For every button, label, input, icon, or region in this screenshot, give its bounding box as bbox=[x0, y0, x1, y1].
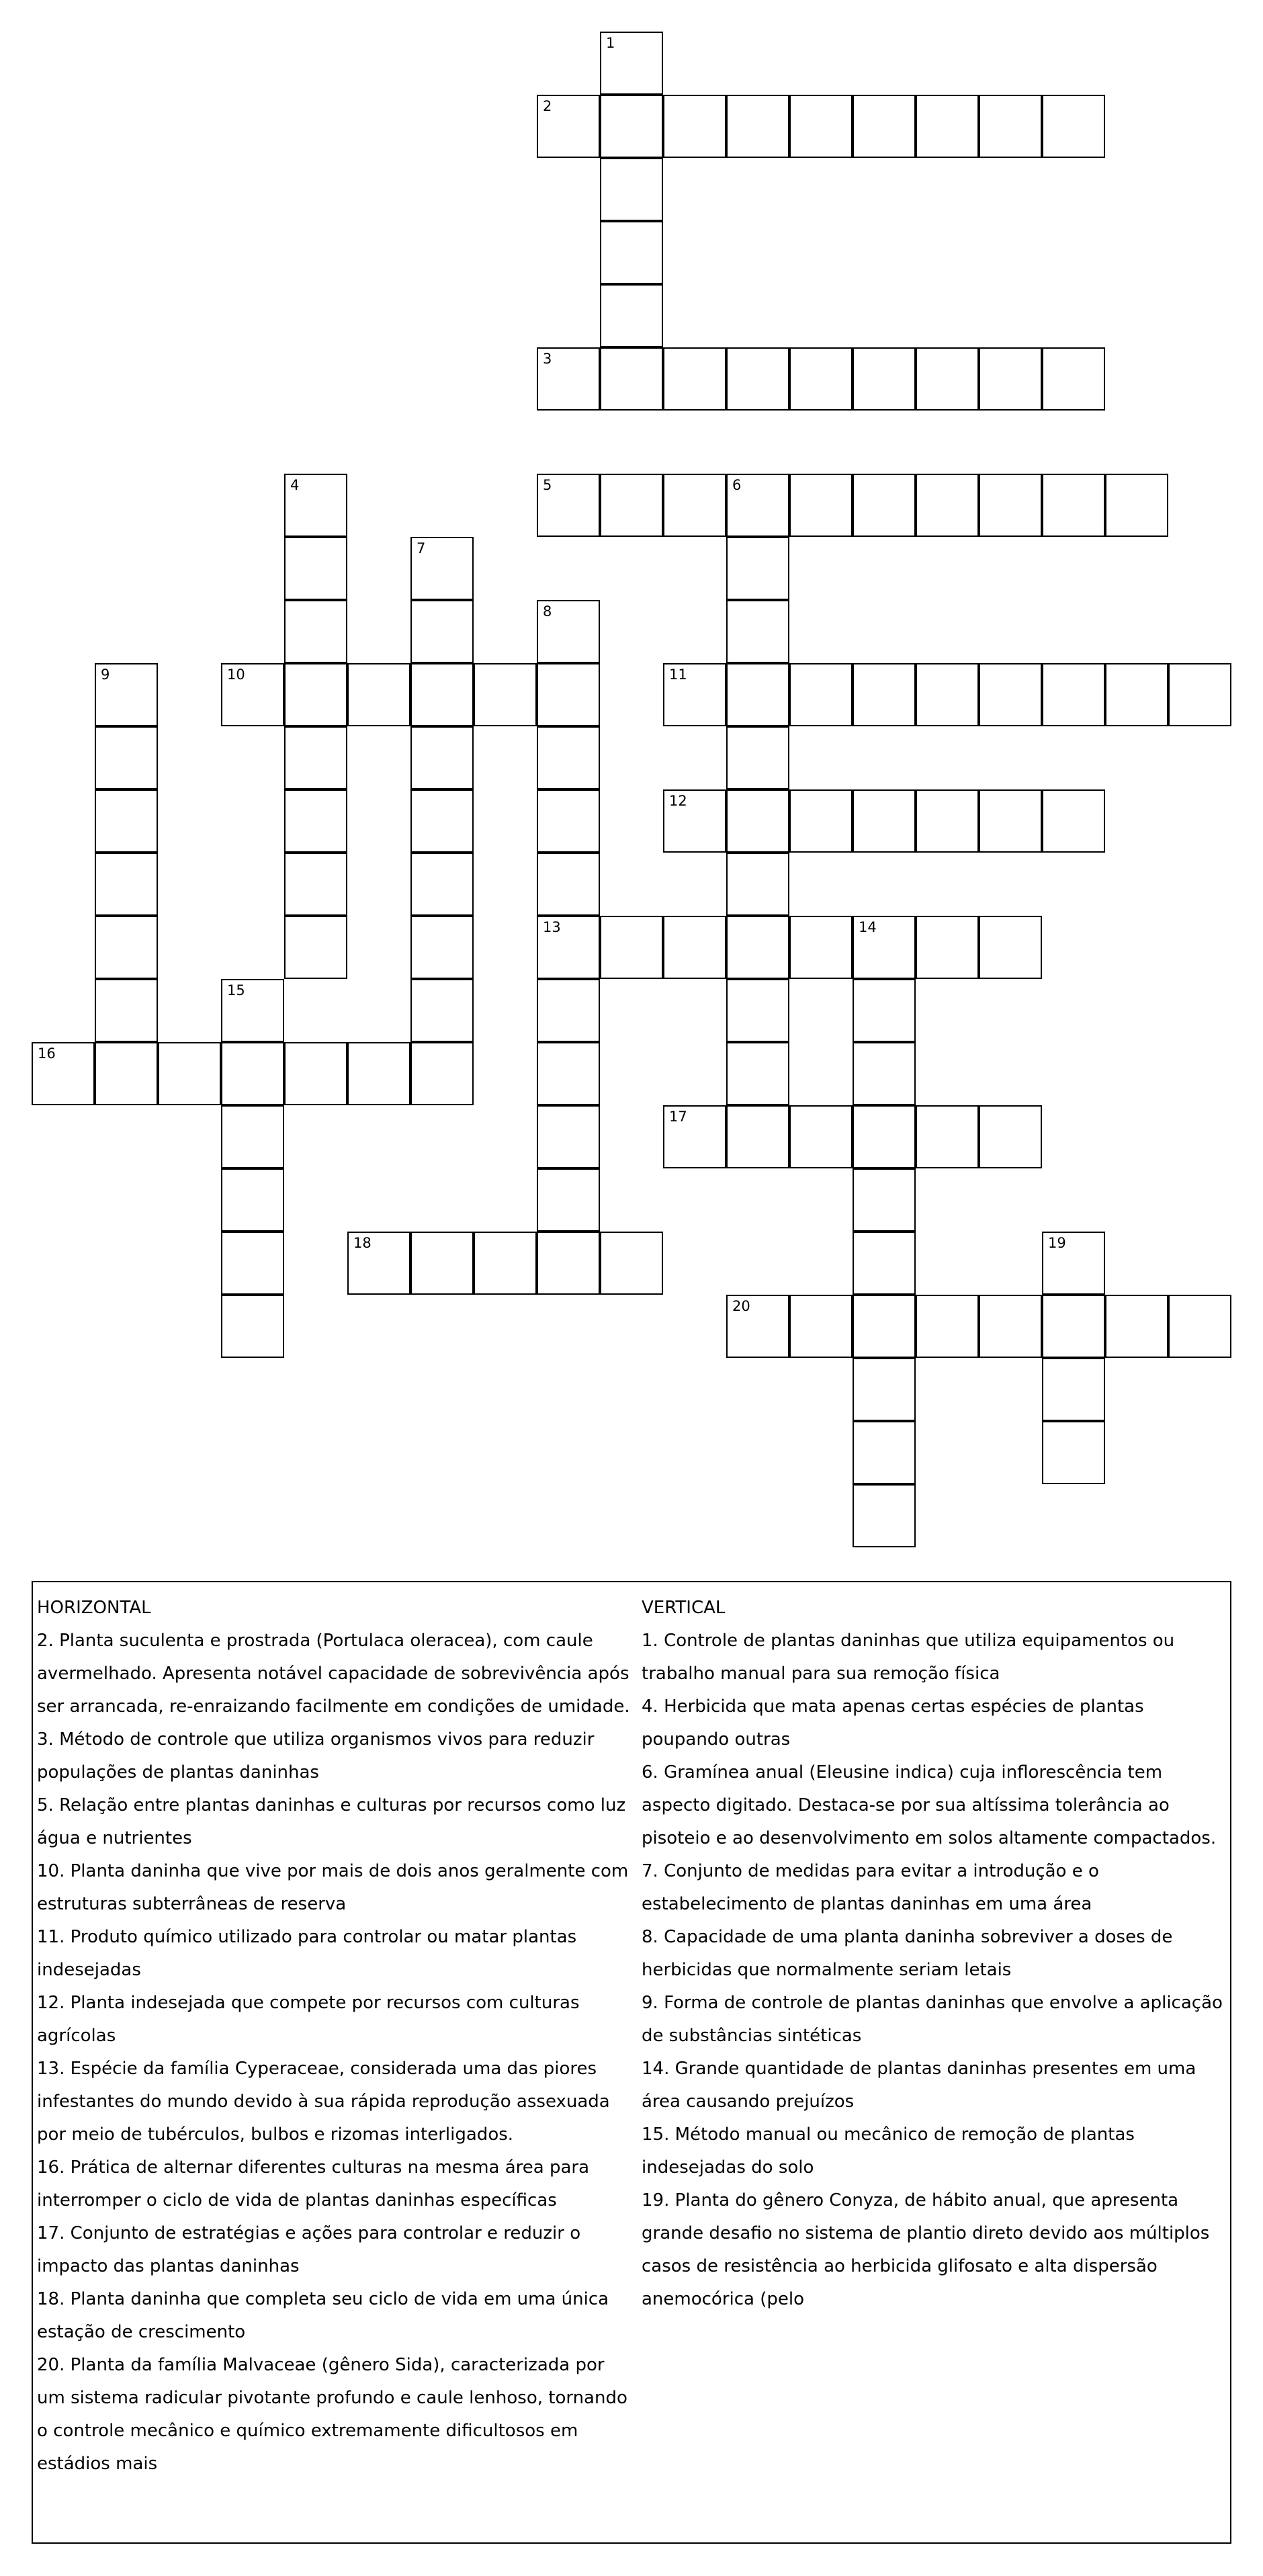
clue-number: 10 bbox=[227, 667, 245, 683]
crossword-cell[interactable] bbox=[410, 663, 474, 726]
crossword-cell[interactable] bbox=[853, 347, 916, 411]
vertical-clue: 15. Método manual ou mecânico de remoção de plantas indesejadas do solo bbox=[642, 2124, 1135, 2178]
crossword-cell[interactable] bbox=[789, 1105, 853, 1168]
crossword-cell[interactable] bbox=[284, 853, 347, 916]
crossword-cell[interactable] bbox=[1042, 1295, 1105, 1358]
clue-number: 7 bbox=[417, 540, 426, 556]
crossword-cell[interactable] bbox=[663, 663, 726, 726]
crossword-cell[interactable] bbox=[789, 1295, 853, 1358]
crossword-cell[interactable] bbox=[600, 95, 663, 158]
crossword-cell[interactable] bbox=[347, 1232, 410, 1295]
crossword-cell[interactable] bbox=[221, 663, 284, 726]
crossword-cell[interactable] bbox=[853, 979, 916, 1042]
crossword-cell[interactable] bbox=[221, 1232, 284, 1295]
horizontal-clue: 10. Planta daninha que vive por mais de dois anos geralmente com estruturas subterrâneas de reserva bbox=[37, 1861, 629, 1914]
crossword-cell[interactable] bbox=[1042, 1232, 1105, 1295]
crossword-cell[interactable] bbox=[410, 1232, 474, 1295]
crossword-cell[interactable] bbox=[1105, 1295, 1168, 1358]
crossword-cell[interactable] bbox=[284, 663, 347, 726]
vertical-clue: 6. Gramínea anual (Eleusine indica) cuja inflorescência tem aspecto digitado. Destaca-se por sua altíssima tolerância ao pisoteio e ao desenvolvimento em solos altamente compactados. bbox=[642, 1762, 1217, 1848]
horizontal-clue: 13. Espécie da família Cyperaceae, considerada uma das piores infestantes do mundo devido à sua rápida reprodução assexuada por meio de tubérculos, bulbos e rizomas interligados. bbox=[37, 2059, 610, 2145]
crossword-cell[interactable] bbox=[221, 1105, 284, 1168]
crossword-cell[interactable] bbox=[789, 916, 853, 979]
clue-number: 12 bbox=[669, 793, 687, 809]
crossword-cell[interactable] bbox=[663, 347, 726, 411]
crossword-cell[interactable] bbox=[663, 916, 726, 979]
crossword-cell[interactable] bbox=[600, 347, 663, 411]
crossword-cell[interactable] bbox=[853, 1295, 916, 1358]
crossword-cell[interactable] bbox=[347, 663, 410, 726]
crossword-cell[interactable] bbox=[663, 1105, 726, 1168]
crossword-cell[interactable] bbox=[410, 853, 474, 916]
crossword-cell[interactable] bbox=[537, 1168, 600, 1232]
crossword-cell[interactable] bbox=[853, 1421, 916, 1484]
crossword-cell[interactable] bbox=[853, 1484, 916, 1547]
crossword-cell[interactable] bbox=[410, 726, 474, 789]
crossword-cell[interactable] bbox=[726, 1295, 789, 1358]
crossword-cell[interactable] bbox=[1168, 1295, 1231, 1358]
crossword-cell[interactable] bbox=[789, 789, 853, 853]
crossword-cell[interactable] bbox=[1168, 663, 1231, 726]
crossword-cell[interactable] bbox=[916, 916, 979, 979]
vertical-clue: 1. Controle de plantas daninhas que utiliza equipamentos ou trabalho manual para sua remoção física bbox=[642, 1631, 1175, 1684]
crossword-cell[interactable] bbox=[979, 95, 1042, 158]
crossword-cell[interactable] bbox=[284, 726, 347, 789]
crossword-cell[interactable] bbox=[537, 1232, 600, 1295]
crossword-cell[interactable] bbox=[853, 916, 916, 979]
horizontal-clue: 3. Método de controle que utiliza organismos vivos para reduzir populações de plantas daninhas bbox=[37, 1729, 595, 1783]
vertical-clue: 8. Capacidade de uma planta daninha sobreviver a doses de herbicidas que normalmente seriam letais bbox=[642, 1927, 1173, 1980]
crossword-cell[interactable] bbox=[1105, 474, 1168, 537]
clue-number: 6 bbox=[732, 477, 742, 493]
crossword-cell[interactable] bbox=[979, 916, 1042, 979]
crossword-cell[interactable] bbox=[726, 916, 789, 979]
crossword-cell[interactable] bbox=[853, 663, 916, 726]
clue-number: 4 bbox=[290, 477, 300, 493]
crossword-cell[interactable] bbox=[1042, 95, 1105, 158]
crossword-cell[interactable] bbox=[1042, 789, 1105, 853]
crossword-cell[interactable] bbox=[726, 1042, 789, 1105]
vertical-clue: 7. Conjunto de medidas para evitar a introdução e o estabelecimento de plantas daninhas em uma área bbox=[642, 1861, 1099, 1914]
crossword-cell[interactable] bbox=[410, 789, 474, 853]
crossword-cell[interactable] bbox=[95, 916, 158, 979]
crossword-cell[interactable] bbox=[600, 474, 663, 537]
horizontal-clue: 17. Conjunto de estratégias e ações para controlar e reduzir o impacto das plantas daninhas bbox=[37, 2223, 581, 2276]
crossword-cell[interactable] bbox=[95, 979, 158, 1042]
crossword-cell[interactable] bbox=[537, 95, 600, 158]
crossword-cell[interactable] bbox=[32, 1042, 95, 1105]
crossword-cell[interactable] bbox=[853, 474, 916, 537]
crossword-cell[interactable] bbox=[726, 95, 789, 158]
crossword-cell[interactable] bbox=[474, 663, 537, 726]
crossword-cell[interactable] bbox=[347, 1042, 410, 1105]
crossword-cell[interactable] bbox=[537, 916, 600, 979]
crossword-cell[interactable] bbox=[726, 979, 789, 1042]
horizontal-clues-title: HORIZONTAL bbox=[37, 1598, 151, 1618]
crossword-cell[interactable] bbox=[1042, 474, 1105, 537]
crossword-cell[interactable] bbox=[600, 32, 663, 95]
crossword-cell[interactable] bbox=[1042, 347, 1105, 411]
crossword-cell[interactable] bbox=[916, 1295, 979, 1358]
crossword-cell[interactable] bbox=[95, 789, 158, 853]
clue-number: 14 bbox=[859, 919, 877, 935]
crossword-cell[interactable] bbox=[537, 347, 600, 411]
horizontal-clue: 12. Planta indesejada que compete por recursos com culturas agrícolas bbox=[37, 1993, 580, 2046]
crossword-cell[interactable] bbox=[600, 158, 663, 221]
clue-number: 17 bbox=[669, 1109, 687, 1125]
crossword-cell[interactable] bbox=[726, 600, 789, 663]
horizontal-clues-column bbox=[37, 1592, 635, 2481]
crossword-cell[interactable] bbox=[537, 474, 600, 537]
crossword-cell[interactable] bbox=[853, 95, 916, 158]
crossword-cell[interactable] bbox=[221, 979, 284, 1042]
vertical-clue: 9. Forma de controle de plantas daninhas que envolve a aplicação de substâncias sintéticas bbox=[642, 1993, 1223, 2046]
crossword-cell[interactable] bbox=[979, 1295, 1042, 1358]
crossword-cell[interactable] bbox=[916, 663, 979, 726]
crossword-cell[interactable] bbox=[1042, 663, 1105, 726]
crossword-cell[interactable] bbox=[726, 537, 789, 600]
crossword-cell[interactable] bbox=[284, 537, 347, 600]
crossword-cell[interactable] bbox=[537, 663, 600, 726]
crossword-cell[interactable] bbox=[284, 474, 347, 537]
clues-box bbox=[32, 1581, 1231, 2544]
crossword-cell[interactable] bbox=[916, 347, 979, 411]
crossword-cell[interactable] bbox=[726, 726, 789, 789]
crossword-cell[interactable] bbox=[95, 1042, 158, 1105]
crossword-cell[interactable] bbox=[600, 284, 663, 347]
crossword-cell[interactable] bbox=[916, 95, 979, 158]
crossword-cell[interactable] bbox=[221, 1042, 284, 1105]
crossword-cell[interactable] bbox=[726, 853, 789, 916]
crossword-cell[interactable] bbox=[916, 789, 979, 853]
vertical-clues-column bbox=[642, 1592, 1226, 2316]
crossword-cell[interactable] bbox=[853, 1232, 916, 1295]
crossword-cell[interactable] bbox=[537, 853, 600, 916]
vertical-clues-title: VERTICAL bbox=[642, 1598, 726, 1618]
crossword-cell[interactable] bbox=[979, 474, 1042, 537]
clue-number: 8 bbox=[543, 603, 552, 619]
clue-number: 20 bbox=[732, 1298, 750, 1314]
crossword-cell[interactable] bbox=[284, 916, 347, 979]
crossword-cell[interactable] bbox=[537, 726, 600, 789]
crossword-cell[interactable] bbox=[726, 1105, 789, 1168]
crossword-cell[interactable] bbox=[979, 1105, 1042, 1168]
crossword-cell[interactable] bbox=[95, 853, 158, 916]
crossword-cell[interactable] bbox=[789, 95, 853, 158]
clue-number: 15 bbox=[227, 982, 245, 998]
crossword-cell[interactable] bbox=[284, 789, 347, 853]
horizontal-clue: 2. Planta suculenta e prostrada (Portulaca oleracea), com caule avermelhado. Apresenta notável capacidade de sobrevivência após ser arrancada, re-enraizando facilmente em condições de umidade. bbox=[37, 1631, 630, 1717]
crossword-cell[interactable] bbox=[726, 474, 789, 537]
clue-number: 13 bbox=[543, 919, 561, 935]
crossword-cell[interactable] bbox=[853, 1042, 916, 1105]
crossword-cell[interactable] bbox=[979, 663, 1042, 726]
clue-number: 11 bbox=[669, 667, 687, 683]
crossword-cell[interactable] bbox=[979, 789, 1042, 853]
crossword-cell[interactable] bbox=[726, 789, 789, 853]
crossword-cell[interactable] bbox=[1042, 1358, 1105, 1421]
crossword-cell[interactable] bbox=[474, 1232, 537, 1295]
crossword-cell[interactable] bbox=[853, 789, 916, 853]
crossword-cell[interactable] bbox=[537, 1105, 600, 1168]
crossword-cell[interactable] bbox=[1105, 663, 1168, 726]
crossword-cell[interactable] bbox=[1042, 1421, 1105, 1484]
horizontal-clue: 20. Planta da família Malvaceae (gênero Sida), caracterizada por um sistema radicular pivotante profundo e caule lenhoso, tornando o controle mecânico e químico extremamente dificultosos em estádios mais bbox=[37, 2355, 627, 2474]
crossword-cell[interactable] bbox=[600, 916, 663, 979]
crossword-cell[interactable] bbox=[158, 1042, 221, 1105]
clue-number: 18 bbox=[353, 1235, 372, 1251]
clue-number: 3 bbox=[543, 351, 552, 367]
vertical-clue: 19. Planta do gênero Conyza, de hábito anual, que apresenta grande desafio no sistema de plantio direto devido aos múltiplos casos de resistência ao herbicida glifosato e alta dispersão anemocórica (pelo bbox=[642, 2190, 1210, 2309]
crossword-cell[interactable] bbox=[410, 537, 474, 600]
crossword-cell[interactable] bbox=[410, 600, 474, 663]
crossword-cell[interactable] bbox=[95, 726, 158, 789]
crossword-cell[interactable] bbox=[726, 347, 789, 411]
crossword-cell[interactable] bbox=[916, 1105, 979, 1168]
crossword-cell[interactable] bbox=[410, 916, 474, 979]
crossword-cell[interactable] bbox=[284, 1042, 347, 1105]
crossword-cell[interactable] bbox=[853, 1358, 916, 1421]
crossword-cell[interactable] bbox=[410, 979, 474, 1042]
clue-number: 19 bbox=[1048, 1235, 1066, 1251]
crossword-cell[interactable] bbox=[979, 347, 1042, 411]
crossword-cell[interactable] bbox=[663, 789, 726, 853]
vertical-clue: 4. Herbicida que mata apenas certas espécies de plantas poupando outras bbox=[642, 1697, 1144, 1750]
crossword-cell[interactable] bbox=[600, 1232, 663, 1295]
crossword-cell[interactable] bbox=[221, 1295, 284, 1358]
horizontal-clue: 16. Prática de alternar diferentes culturas na mesma área para interromper o ciclo de vida de plantas daninhas específicas bbox=[37, 2157, 590, 2210]
horizontal-clue: 11. Produto químico utilizado para controlar ou matar plantas indesejadas bbox=[37, 1927, 577, 1980]
crossword-cell[interactable] bbox=[537, 979, 600, 1042]
crossword-cell[interactable] bbox=[789, 474, 853, 537]
crossword-cell[interactable] bbox=[537, 789, 600, 853]
crossword-cell[interactable] bbox=[410, 1042, 474, 1105]
vertical-clue: 14. Grande quantidade de plantas daninhas presentes em uma área causando prejuízos bbox=[642, 2059, 1196, 2112]
clue-number: 1 bbox=[606, 35, 615, 51]
crossword-cell[interactable] bbox=[916, 474, 979, 537]
crossword-cell[interactable] bbox=[537, 600, 600, 663]
crossword-cell[interactable] bbox=[663, 95, 726, 158]
clue-number: 5 bbox=[543, 477, 552, 493]
crossword-cell[interactable] bbox=[284, 600, 347, 663]
crossword-cell[interactable] bbox=[853, 1168, 916, 1232]
clue-number: 2 bbox=[543, 98, 552, 114]
horizontal-clue: 5. Relação entre plantas daninhas e culturas por recursos como luz água e nutrientes bbox=[37, 1795, 626, 1848]
crossword-cell[interactable] bbox=[663, 474, 726, 537]
crossword-cell[interactable] bbox=[600, 221, 663, 284]
crossword-cell[interactable] bbox=[726, 663, 789, 726]
crossword-cell[interactable] bbox=[789, 663, 853, 726]
clue-number: 16 bbox=[38, 1045, 56, 1062]
crossword-cell[interactable] bbox=[853, 1105, 916, 1168]
crossword-cell[interactable] bbox=[537, 1042, 600, 1105]
crossword-cell[interactable] bbox=[789, 347, 853, 411]
crossword-cell[interactable] bbox=[221, 1168, 284, 1232]
horizontal-clue: 18. Planta daninha que completa seu ciclo de vida em uma única estação de crescimento bbox=[37, 2289, 609, 2342]
clue-number: 9 bbox=[101, 667, 110, 683]
crossword-cell[interactable] bbox=[95, 663, 158, 726]
